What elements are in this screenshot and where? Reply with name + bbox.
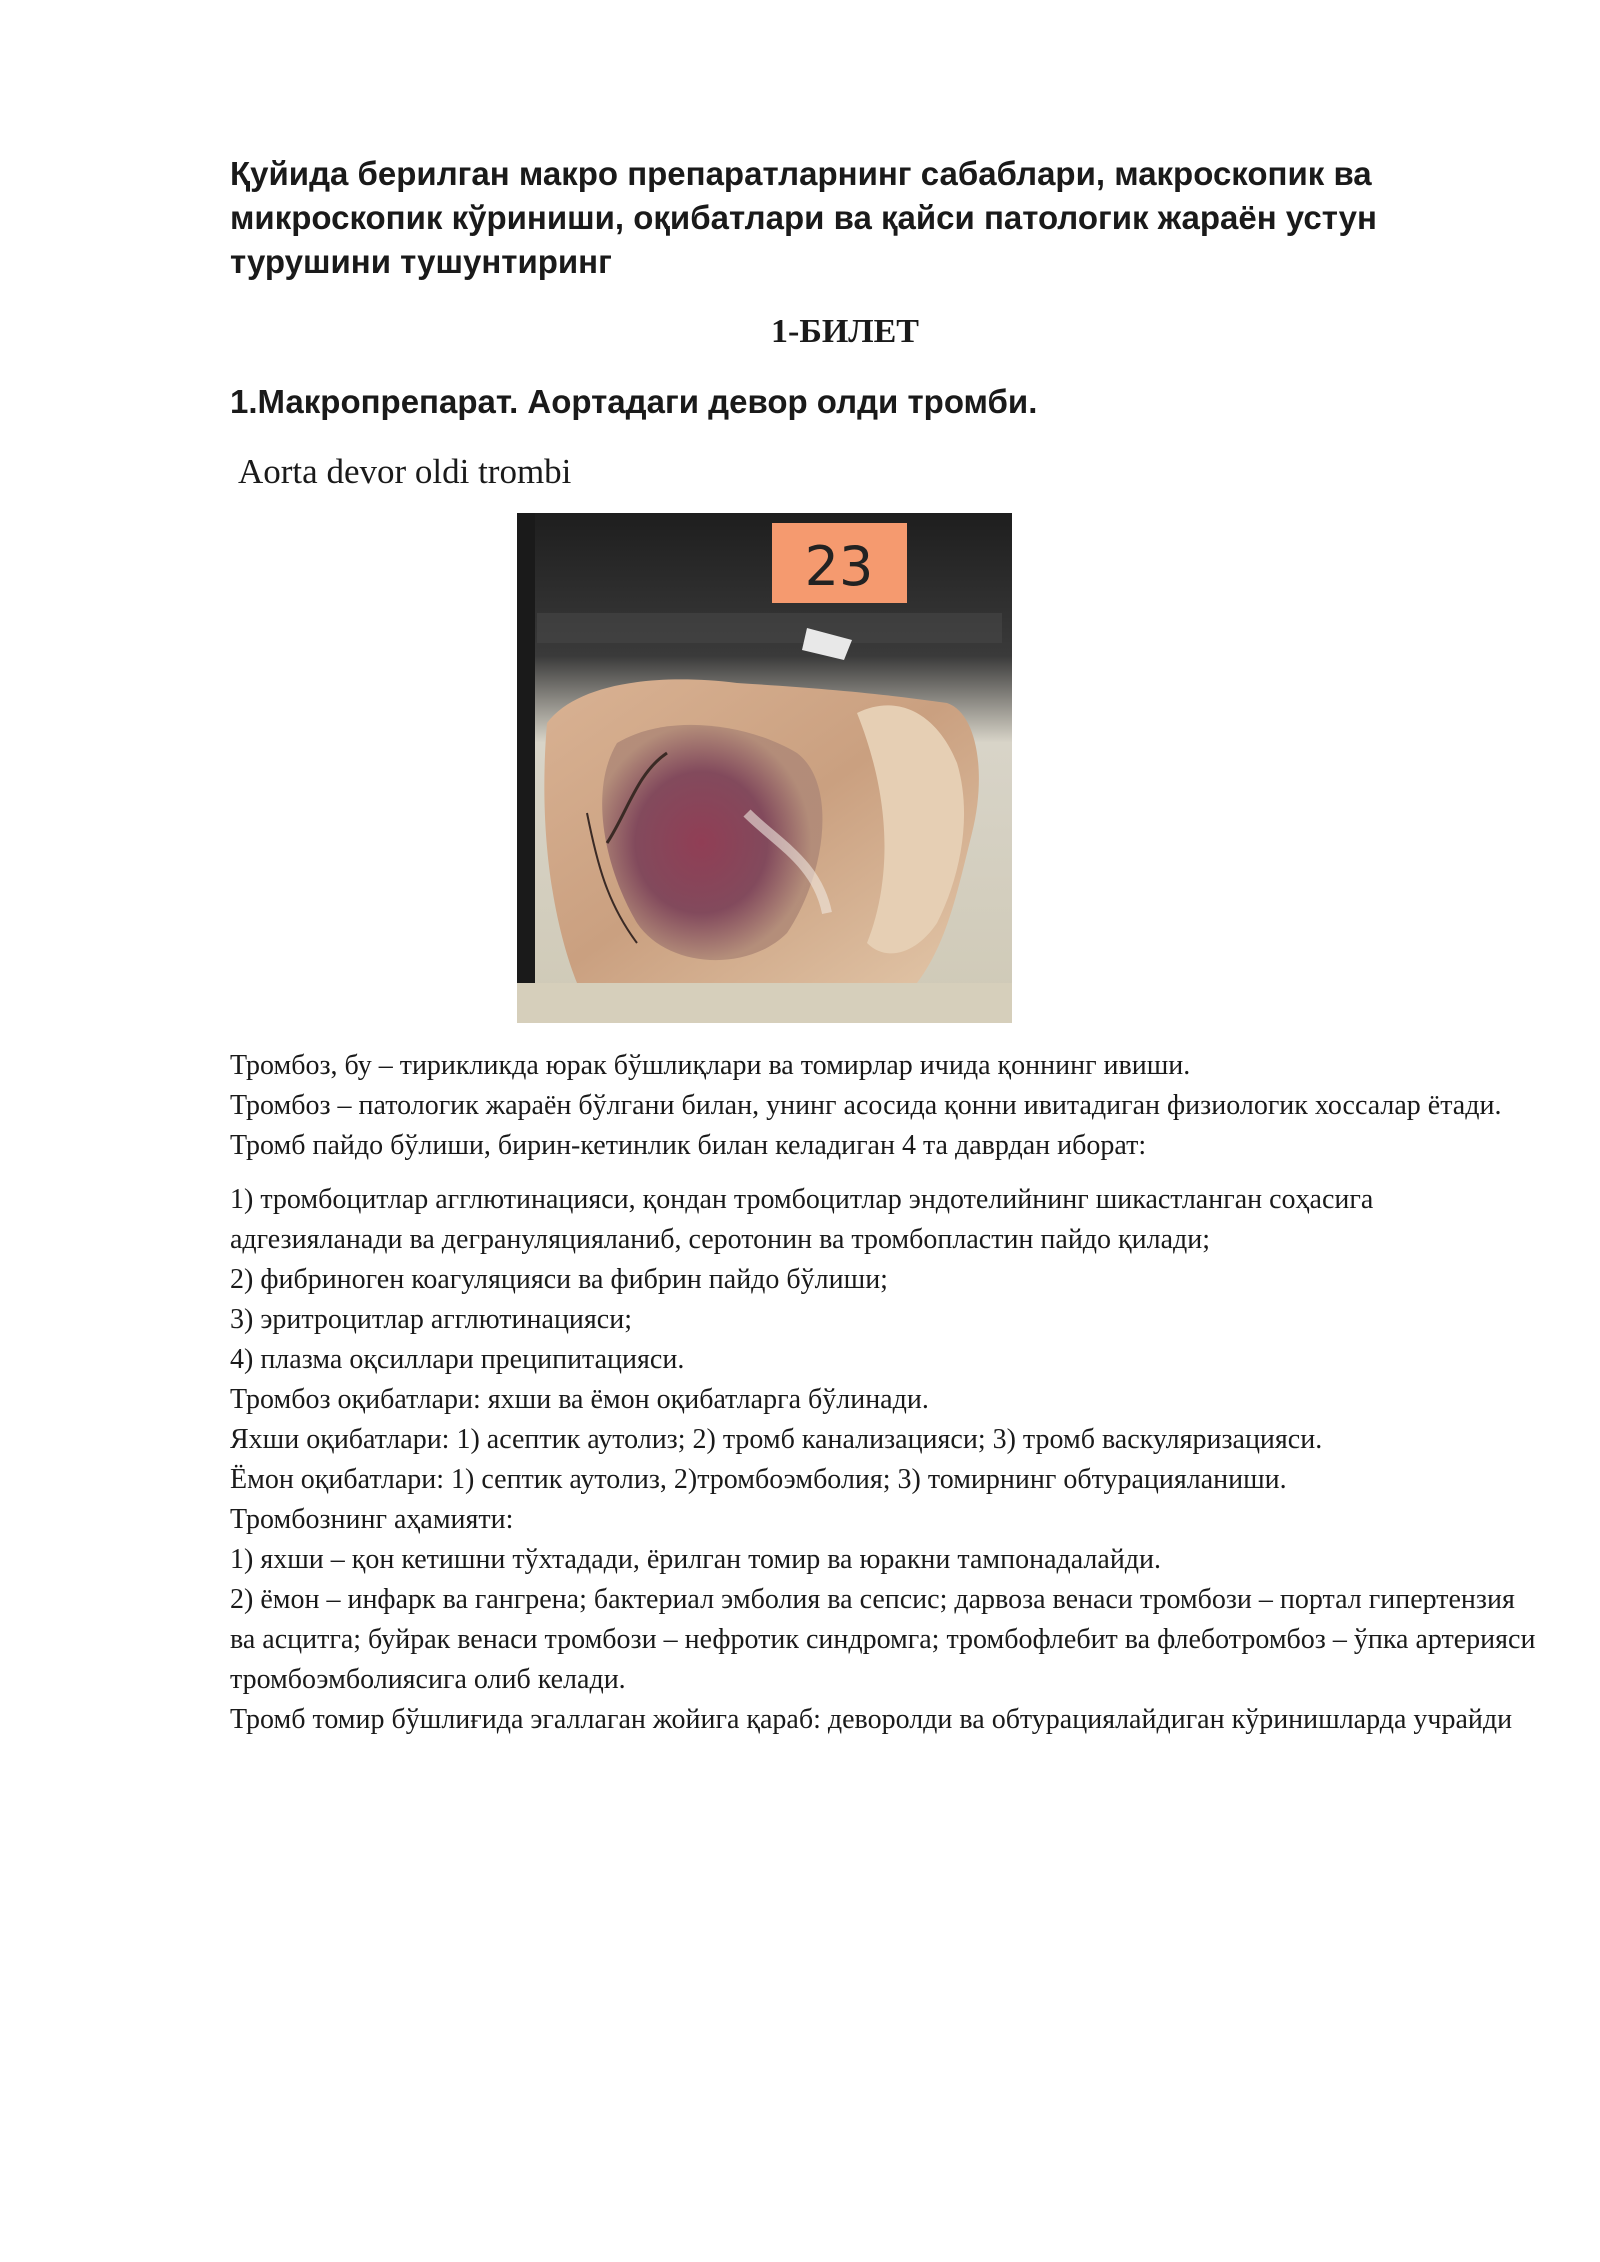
paragraph: Ёмон оқибатлари: 1) септик аутолиз, 2)тромбоэмболия; 3) томирнинг обтурацияланиши. bbox=[230, 1464, 1287, 1495]
paragraph: Тромбознинг аҳамияти: bbox=[230, 1504, 514, 1535]
paragraph: Тромбоз, бу – тирикликда юрак бўшлиқлари ва томирлар ичида қоннинг ивиши. bbox=[230, 1050, 1191, 1081]
paragraph: Яхши оқибатлари: 1) асептик аутолиз; 2) тромб канализацияси; 3) тромб васкуляризацияси. bbox=[230, 1424, 1323, 1455]
paragraph: Тромб пайдо бўлиши, бирин-кетинлик билан келадиган 4 та даврдан иборат: bbox=[230, 1130, 1147, 1161]
list-item: 3) эритроцитлар агглютинацияси; bbox=[230, 1304, 632, 1335]
body-text bbox=[230, 1046, 1540, 1740]
ticket-title: 1-БИЛЕТ bbox=[771, 313, 919, 350]
paragraph: Тромбоз – патологик жараён бўлгани билан, унинг асосида қонни ивитадиган физиологик хоссалар ётади. bbox=[230, 1090, 1502, 1121]
list-item: 4) плазма оқсиллари преципитацияси. bbox=[230, 1344, 685, 1375]
specimen-heading: 1.Макропрепарат. Аортадаги девор олди тромби. bbox=[230, 383, 1038, 420]
list-item: 1) яхши – қон кетишни тўхтадади, ёрилган томир ва юракни тампонадалайди. bbox=[230, 1544, 1162, 1575]
specimen-caption-latin: Aorta devor oldi trombi bbox=[238, 452, 572, 491]
paragraph: Тромб томир бўшлиғида эгаллаган жойига қараб: деворолди ва обтурациялайдиган кўринишларда учрайди bbox=[230, 1704, 1513, 1735]
intro-instruction: Қуйида берилган макро препаратларнинг сабаблари, макроскопик ва микроскопик кўриниши, оқибатлари ва қайси патологик жараён устун турушини тушунтиринг bbox=[230, 155, 1377, 280]
specimen-photo bbox=[517, 513, 1012, 1023]
specimen-label-number: 23 bbox=[804, 535, 874, 598]
list-item: 1) тромбоцитлар агглютинацияси, қондан тромбоцитлар эндотелийнинг шикастланган соҳасига адгезияланади ва дегрануляцияланиб, серотонин ва тромбопластин пайдо қилади; bbox=[230, 1184, 1374, 1255]
list-item: 2) ёмон – инфарк ва гангрена; бактериал эмболия ва сепсис; дарвоза венаси тромбози – портал гипертензия ва асцитга; буйрак венаси тромбози – нефротик синдромга; тромбофлебит ва флеботромбоз – ўпка артерияси тромбоэмболиясига олиб келади. bbox=[230, 1584, 1536, 1695]
paragraph: Тромбоз оқибатлари: яхши ва ёмон оқибатларга бўлинади. bbox=[230, 1384, 929, 1415]
list-item: 2) фибриноген коагуляцияси ва фибрин пайдо бўлиши; bbox=[230, 1264, 888, 1295]
